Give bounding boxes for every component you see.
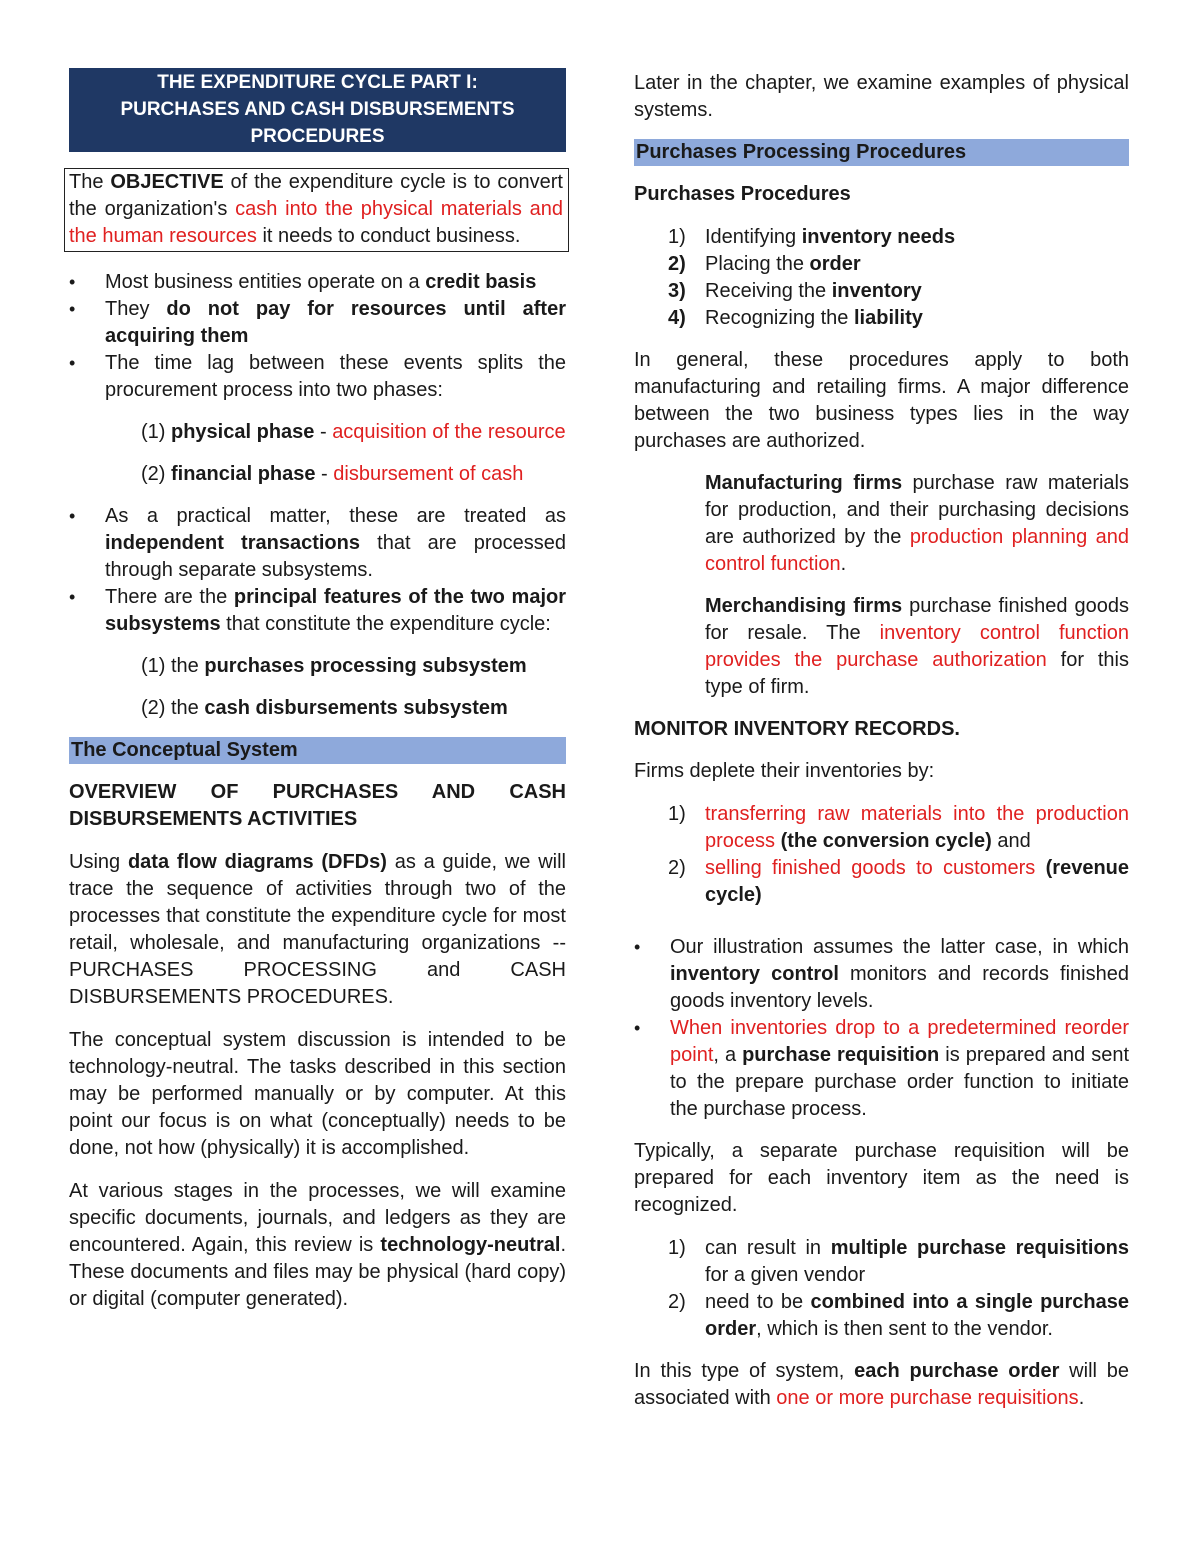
- paragraph-merchandising: Merchandising firms purchase finished goods for resale. The inventory control function provides the purchase authorization for this type of firm.: [705, 595, 1130, 698]
- title-line-1: THE EXPENDITURE CYCLE PART I:: [157, 72, 478, 93]
- deplete-paragraph: Firms deplete their inventories by:: [634, 760, 935, 782]
- list-item: • Most business entities operate on a credit basis: [69, 269, 566, 296]
- phase-1: (1) physical phase - acquisition of the resource: [141, 421, 566, 443]
- procedure-steps: [634, 224, 1129, 332]
- list-item: • They do not pay for resources until after acquiring them: [69, 298, 566, 347]
- bullet-icon: •: [69, 272, 76, 292]
- list-item: • There are the principal features of the two major subsystems that constitute the expenditure cycle:: [69, 586, 567, 635]
- paragraph-dfd: Using data flow diagrams (DFDs) as a guide, we will trace the sequence of activities through two of the processes that constitute the expenditure cycle for most retail, wholesale, and manufacturing organizations -- PURCHASES PROCESSING and CASH DISBURSEMENTS PROCEDURES.: [69, 851, 566, 1008]
- list-item: • Our illustration assumes the latter case, in which inventory control monitors and records finished goods inventory levels.: [634, 936, 1129, 1012]
- title-line-2: PURCHASES AND CASH DISBURSEMENTS: [120, 99, 515, 120]
- bullet-list-right: [634, 934, 1129, 1123]
- objective-box: The OBJECTIVE of the expenditure cycle is to convert the organization's cash into the physical materials and the human resources it needs to conduct business.: [64, 168, 569, 252]
- bullet-icon: •: [69, 587, 76, 607]
- bullet-list-2: [69, 503, 566, 638]
- list-item: • The time lag between these events splits the procurement process into two phases:: [69, 352, 566, 401]
- paragraph-conceptual: The conceptual system discussion is intended to be technology-neutral. The tasks described in this section may be performed manually or by computer. At this point our focus is on what (conceptually) needs to be done, not how (physically) it is accomplished.: [69, 1029, 566, 1159]
- paragraph-manufacturing: Manufacturing firms purchase raw materials for production, and their purchasing decisions are authorized by the production planning and control function.: [705, 472, 1129, 575]
- list-item: • As a practical matter, these are treated as independent transactions that are processed through separate subsystems.: [69, 505, 566, 581]
- bullet-icon: •: [634, 1018, 641, 1038]
- bullet-icon: •: [634, 937, 641, 957]
- procedures-heading: Purchases Procedures: [634, 183, 851, 205]
- bullet-list-1: [69, 269, 566, 404]
- list-item: 2) selling finished goods to customers (revenue cycle): [668, 857, 1130, 906]
- list-item: 4) Recognizing the liability: [668, 307, 923, 329]
- deplete-list: [634, 801, 1129, 909]
- paragraph-final: In this type of system, each purchase order will be associated with one or more purchase requisitions.: [634, 1360, 1129, 1409]
- overview-heading: OVERVIEW OF PURCHASES AND CASH DISBURSEMENTS ACTIVITIES: [69, 781, 566, 830]
- subsystem-1: (1) the purchases processing subsystem: [141, 655, 527, 677]
- section-band-purchases: Purchases Processing Procedures: [634, 139, 1129, 166]
- paragraph-typically: Typically, a separate purchase requisition will be prepared for each inventory item as the need is recognized.: [634, 1140, 1129, 1216]
- right-column: [634, 70, 1129, 1412]
- list-item: • When inventories drop to a predetermined reorder point, a purchase requisition is prepared and sent to the prepare purchase order function to initiate the purchase process.: [634, 1017, 1129, 1120]
- left-column: [69, 68, 566, 1313]
- list-item: 3) Receiving the inventory: [668, 280, 922, 302]
- paragraph-general: In general, these procedures apply to both manufacturing and retailing firms. A major difference between the two business types lies in the way purchases are authorized.: [634, 349, 1129, 452]
- intro-paragraph: Later in the chapter, we examine examples of physical systems.: [634, 72, 1129, 121]
- list-item: 2) Placing the order: [668, 253, 861, 275]
- paragraph-documents: At various stages in the processes, we will examine specific documents, journals, and ledgers as they are encountered. Again, this review is technology-neutral. These documents and files may be physical (hard copy) or digital (computer generated).: [69, 1180, 566, 1310]
- subsystem-2: (2) the cash disbursements subsystem: [141, 697, 508, 719]
- section-band-conceptual: The Conceptual System: [69, 737, 566, 764]
- result-list: [634, 1235, 1129, 1343]
- bullet-icon: •: [69, 353, 76, 373]
- monitor-heading: MONITOR INVENTORY RECORDS.: [634, 718, 960, 740]
- document-title: [69, 68, 566, 152]
- list-item: 1) can result in multiple purchase requisitions for a given vendor: [668, 1237, 1129, 1286]
- phase-2: (2) financial phase - disbursement of cash: [141, 463, 524, 485]
- bullet-icon: •: [69, 299, 76, 319]
- list-item: 1) transferring raw materials into the production process (the conversion cycle) and: [668, 803, 1129, 852]
- list-item: 1) Identifying inventory needs: [668, 226, 956, 248]
- title-line-3: PROCEDURES: [250, 126, 385, 147]
- bullet-icon: •: [69, 506, 76, 526]
- list-item: 2) need to be combined into a single purchase order, which is then sent to the vendor.: [668, 1291, 1129, 1340]
